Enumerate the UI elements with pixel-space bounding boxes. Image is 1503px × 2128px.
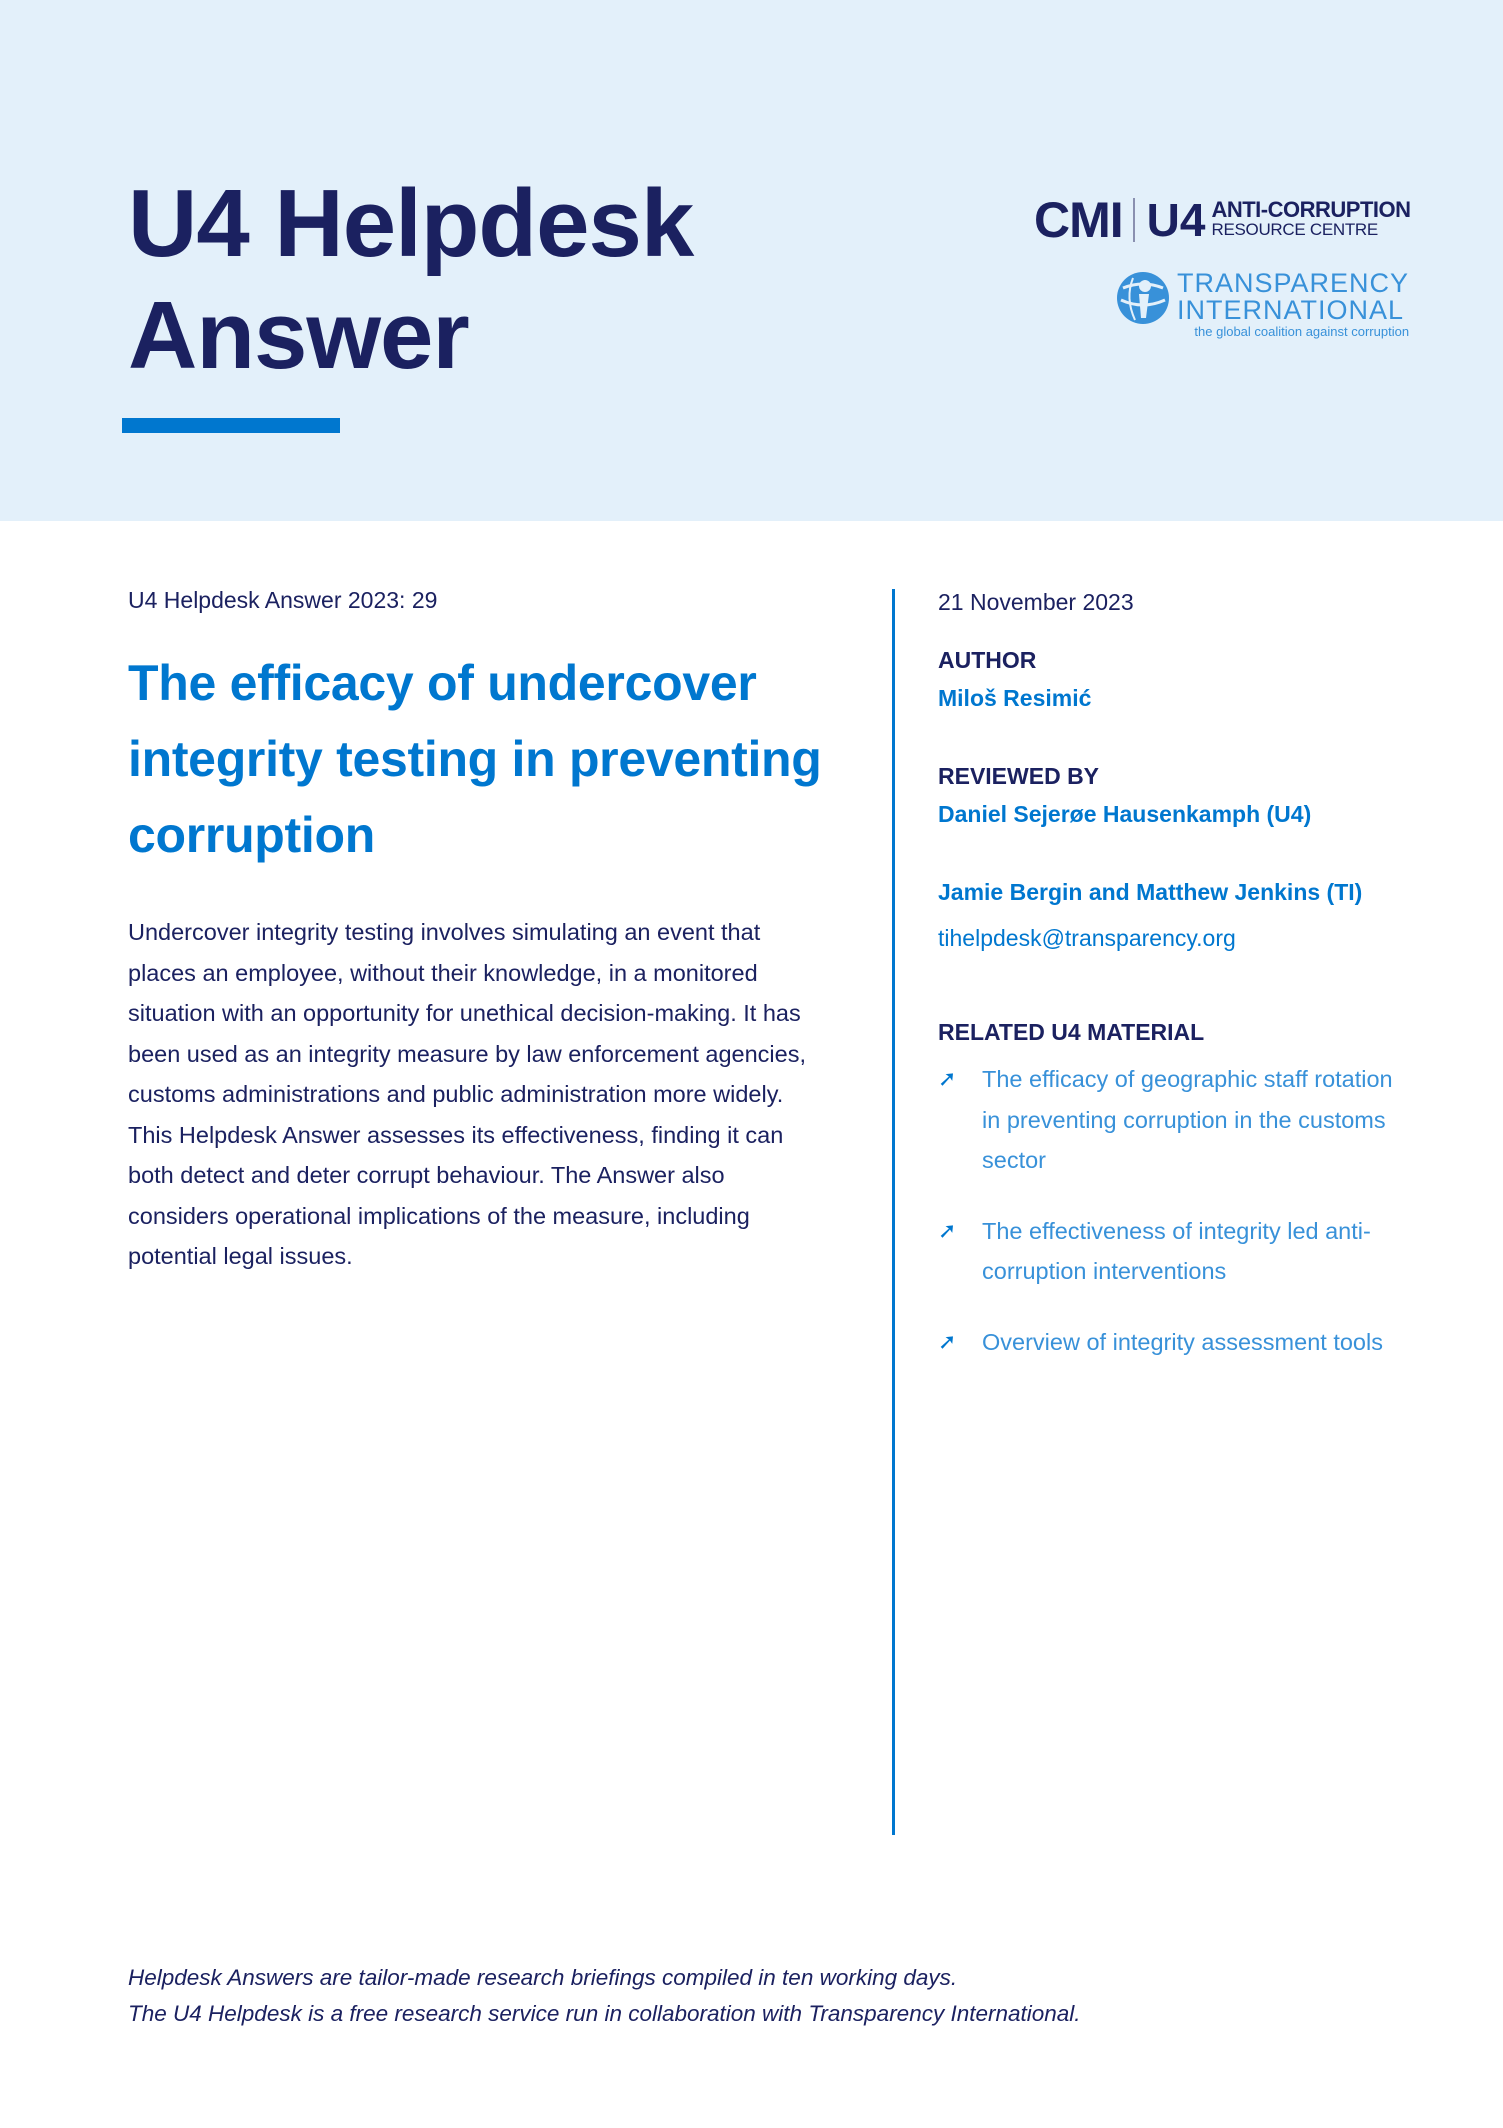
column-divider	[892, 589, 895, 1835]
sidebar	[938, 587, 1398, 1392]
cover-header	[0, 0, 1503, 521]
reviewer-1: Daniel Sejerøe Hausenkamph (U4)	[938, 801, 1312, 827]
reviewer-2: Jamie Bergin and Matthew Jenkins (TI)	[938, 879, 1363, 905]
related-item[interactable]	[938, 1322, 1398, 1363]
cmi-wordmark: CMI	[1034, 192, 1123, 248]
related-material-label: RELATED U4 MATERIAL	[938, 1019, 1205, 1045]
title-accent-bar	[122, 418, 340, 433]
acrc-line-2: RESOURCE CENTRE	[1211, 220, 1378, 239]
ti-globe-icon	[1115, 270, 1171, 326]
related-item[interactable]	[938, 1059, 1398, 1181]
ti-line-1: TRANSPARENCY	[1177, 268, 1410, 298]
acrc-wordmark	[1211, 197, 1411, 240]
abstract: Undercover integrity testing involves simulating an event that places an employee, without their knowledge, in a monitored situation with an opportunity for unethical decision-making. It has been used as an integrity measure by law enforcement agencies, customs administrations and public administration more widely. This Helpdesk Answer assesses its effectiveness, finding it can both detect and deter corrupt behaviour. The Answer also considers operational implications of the measure, including potential legal issues.	[128, 919, 806, 1269]
related-material-list	[938, 1059, 1398, 1362]
ti-line-2: INTERNATIONAL	[1177, 295, 1405, 325]
footer-note	[128, 1960, 1081, 2032]
related-link[interactable]: Overview of integrity assessment tools	[982, 1328, 1383, 1355]
logo-separator	[1133, 198, 1135, 242]
transparency-international-logo	[1115, 270, 1409, 339]
arrow-up-right-icon: ➚	[938, 1066, 957, 1091]
arrow-up-right-icon: ➚	[938, 1217, 957, 1243]
author-label: AUTHOR	[938, 647, 1037, 673]
cmi-u4-logo	[1034, 192, 1411, 248]
arrow-up-right-icon: ➚	[938, 1328, 957, 1354]
title-line-2: Answer	[128, 282, 469, 389]
title-line-1: U4 Helpdesk	[128, 170, 694, 277]
page-title	[128, 168, 693, 392]
ti-wordmark	[1177, 270, 1409, 339]
series-number: U4 Helpdesk Answer 2023: 29	[128, 587, 438, 613]
related-link[interactable]: The effectiveness of integrity led anti-corruption interventions	[982, 1217, 1371, 1284]
acrc-line-1: ANTI-CORRUPTION	[1211, 197, 1411, 222]
publication-date: 21 November 2023	[938, 589, 1134, 615]
footer-line-2: The U4 Helpdesk is a free research service run in collaboration with Transparency International.	[128, 2001, 1081, 2026]
document-title: The efficacy of undercover integrity testing in preventing corruption	[128, 655, 822, 863]
related-item[interactable]	[938, 1211, 1398, 1292]
footer-line-1: Helpdesk Answers are tailor-made research briefings compiled in ten working days.	[128, 1965, 958, 1990]
author-name: Miloš Resimić	[938, 685, 1092, 711]
ti-tagline: the global coalition against corruption	[1194, 324, 1410, 339]
related-link[interactable]: The efficacy of geographic staff rotation in preventing corruption in the customs sector	[982, 1066, 1393, 1173]
helpdesk-email-link[interactable]: tihelpdesk@transparency.org	[938, 925, 1236, 951]
reviewed-by-label: REVIEWED BY	[938, 763, 1100, 789]
u4-mark-icon: U4	[1146, 194, 1206, 246]
